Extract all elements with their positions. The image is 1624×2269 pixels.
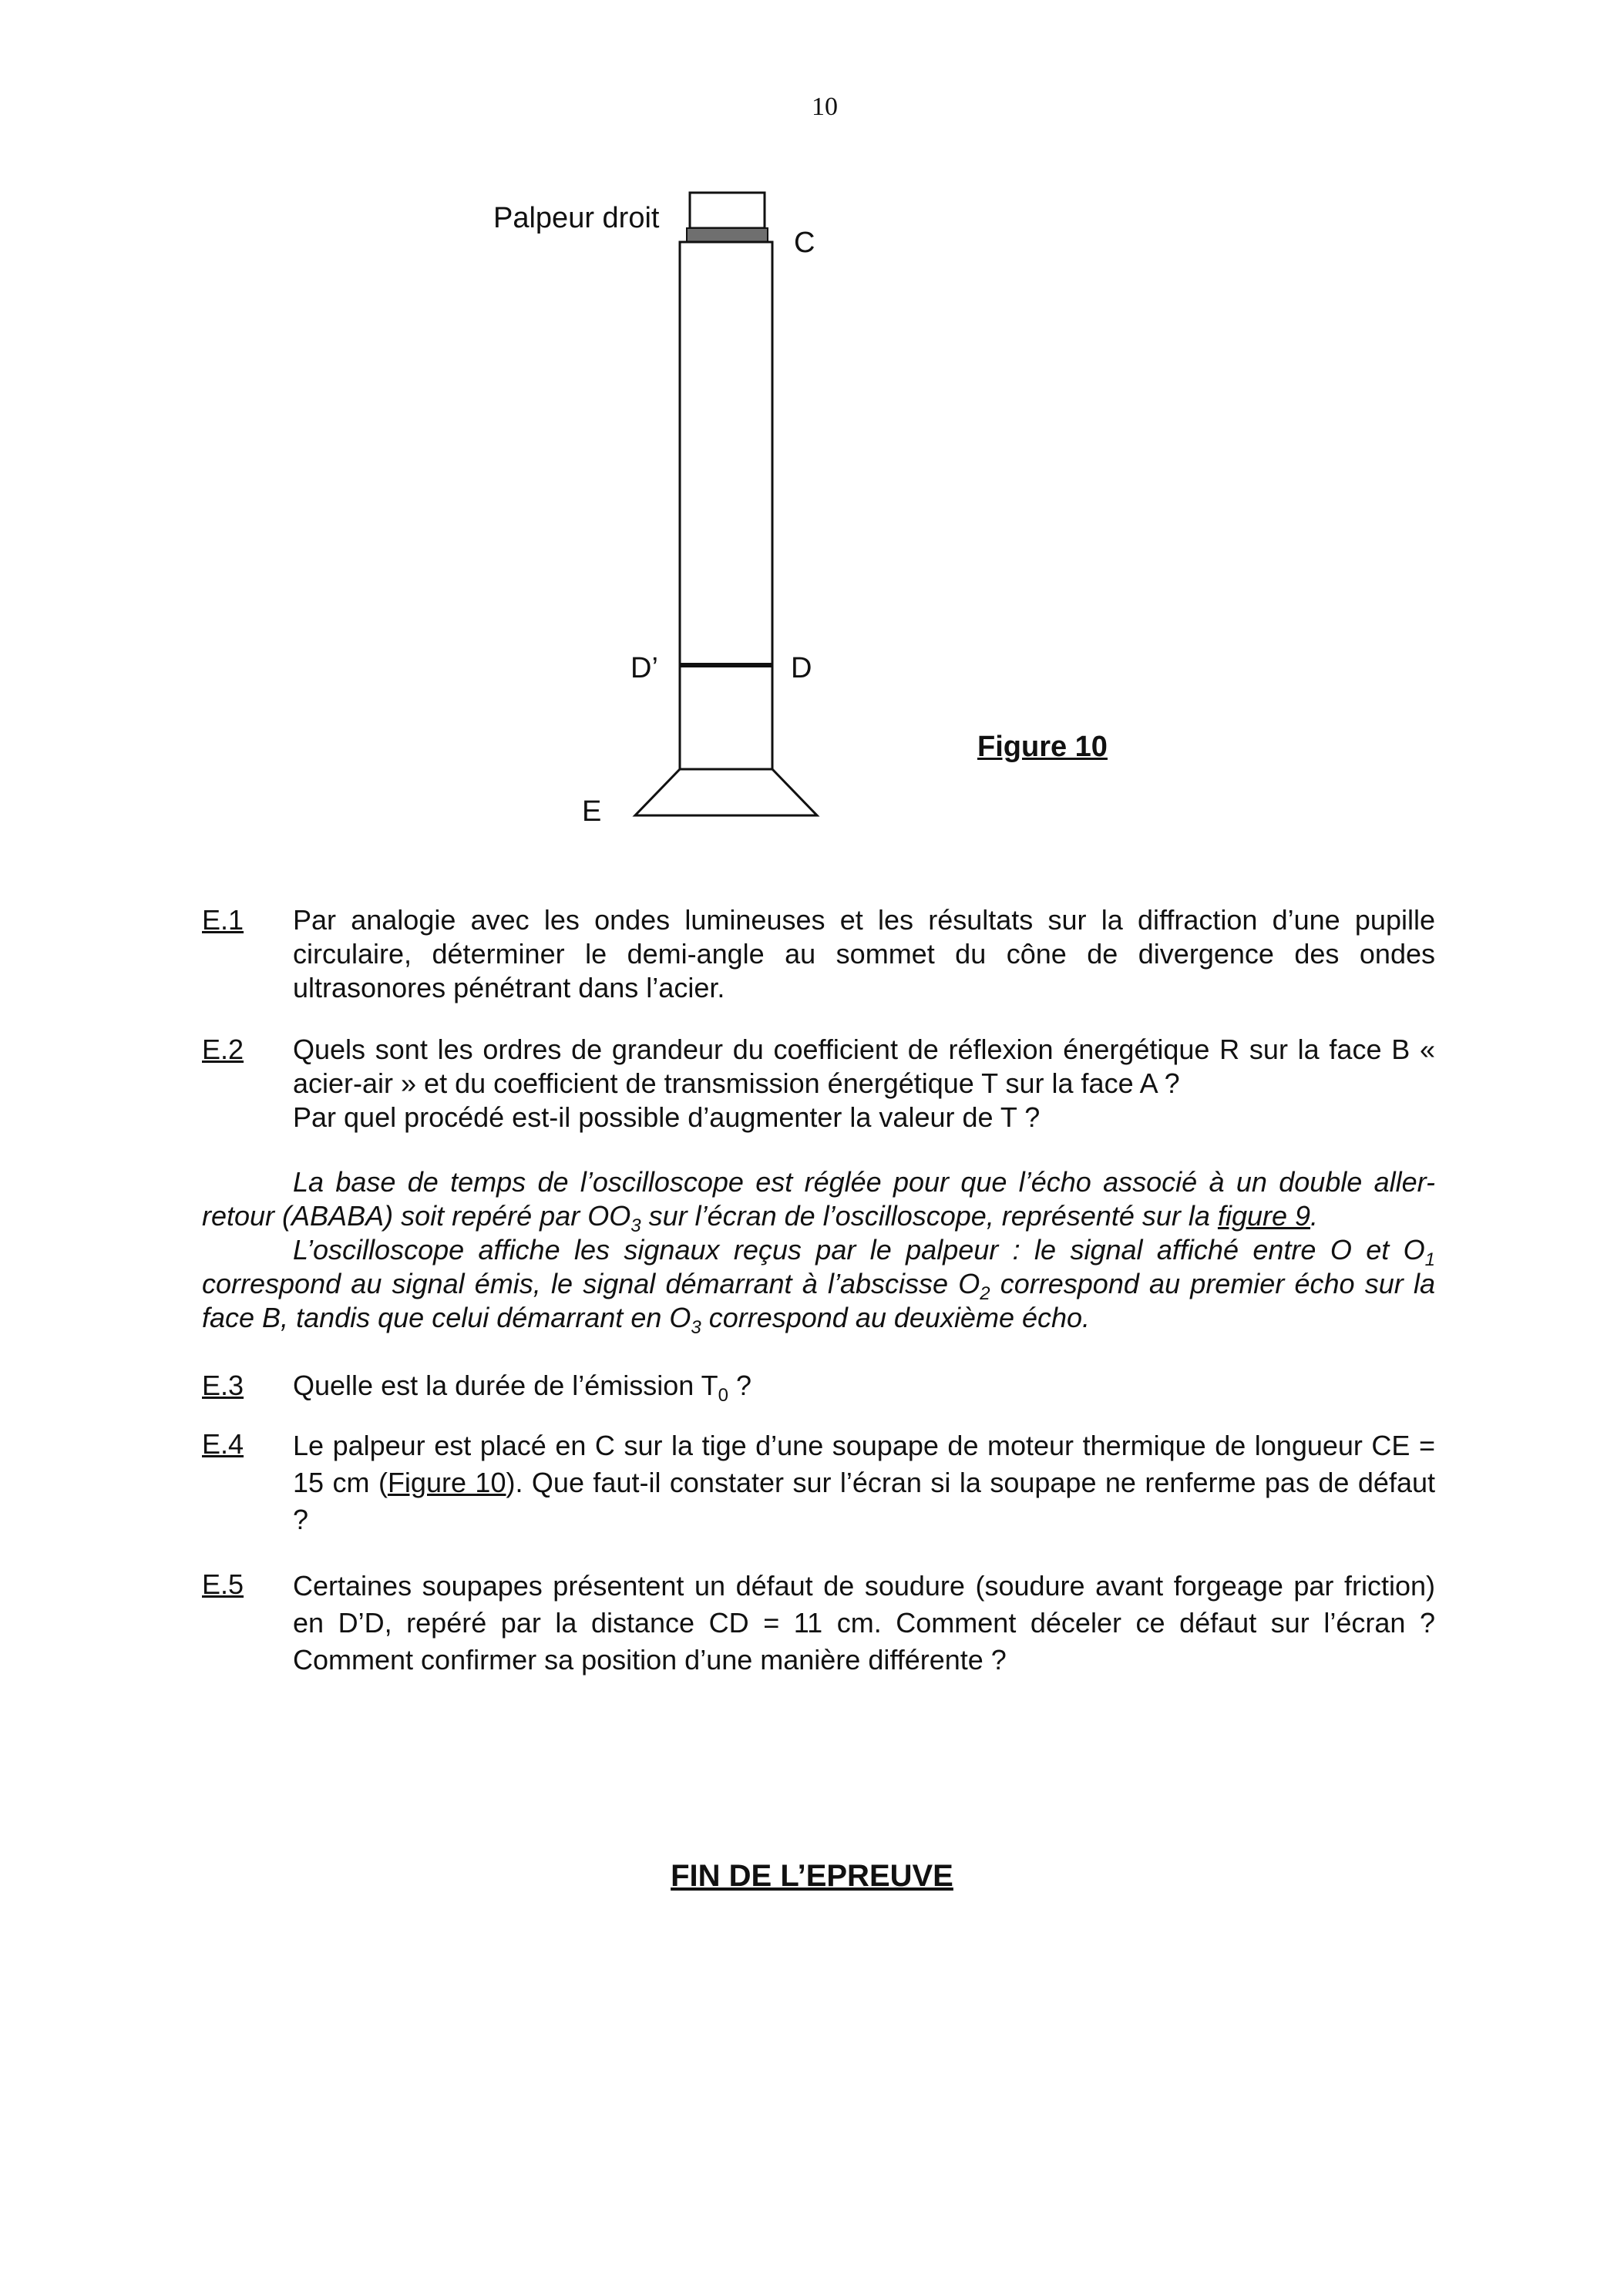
question-line: Le palpeur est placé en C sur la tige d’une soupape de moteur thermique de longueur CE = 15 cm (Figure 10). Que faut-il constater sur l’écran si la soupape ne renferme pas de défaut ?: [293, 1430, 1435, 1535]
point-d-prime-label: D’: [630, 652, 658, 684]
explanation-paragraph-2: L’oscilloscope affiche les signaux reçus par le palpeur : le signal affiché entre O et $O_1$ correspond au signal émis, le signal démarrant à l’abscisse $O_2$ correspond au premier écho sur la face B, tandis que celui démarrant en $O_3$ correspond au deuxième écho.: [202, 1234, 1435, 1339]
question-line: Par analogie avec les ondes lumineuses et les résultats sur la diffraction d’une pupille circulaire, déterminer le demi-angle au sommet du cône de divergence des ondes ultrasonores pénétrant dans l’acier.: [293, 904, 1435, 1003]
question-line: Certaines soupapes présentent un défaut de soudure (soudure avant forgeage par friction) en D’D, repéré par la distance CD = 11 cm. Comment déceler ce défaut sur l’écran ? Comment confirmer sa position d’une manière différente ?: [293, 1570, 1435, 1676]
question-code: E.5: [202, 1568, 244, 1600]
point-c-label: C: [794, 227, 815, 259]
explanation-paragraph-1: La base de temps de l’oscilloscope est réglée pour que l’écho associé à un double aller-retour (ABABA) soit repéré par $OO_3$ sur l’écran de l’oscilloscope, représenté sur la figure 9.: [202, 1166, 1435, 1237]
question-code: E.3: [202, 1370, 244, 1401]
question-code: E.2: [202, 1034, 244, 1065]
question-line: Quelle est la durée de l’émission $T_0$ ?: [293, 1370, 752, 1407]
page-number: 10: [812, 92, 838, 121]
question-text: [293, 1568, 1435, 1679]
question-code: E.1: [202, 904, 244, 936]
probe-contact-layer: [687, 228, 768, 242]
probe-body: [690, 193, 765, 228]
probe-label: Palpeur droit: [493, 202, 660, 234]
question-text: [293, 903, 1435, 1005]
valve-head: [635, 769, 817, 815]
question-text: [293, 1033, 1435, 1134]
question-line: Quels sont les ordres de grandeur du coefficient de réflexion énergétique R sur la face B « acier-air » et du coefficient de transmission énergétique T sur la face A ?: [293, 1034, 1435, 1099]
figure-title: Figure 10: [977, 731, 1108, 763]
figure-9-link[interactable]: figure 9: [1217, 1200, 1311, 1232]
figure-10-link[interactable]: Figure 10: [387, 1467, 506, 1498]
question-code: E.4: [202, 1428, 244, 1460]
question-text: [293, 1427, 1435, 1538]
question-text: [293, 1369, 1435, 1407]
oscilloscope-explanation: [202, 1165, 1435, 1339]
valve-stem: [680, 242, 772, 769]
question-line: Par quel procédé est-il possible d’augmenter la valeur de T ?: [293, 1101, 1041, 1133]
end-title: FIN DE L’EPREUVE: [671, 1859, 953, 1893]
point-d-label: D: [791, 652, 812, 684]
point-e-label: E: [582, 795, 602, 828]
valve-diagram: [0, 0, 1624, 863]
